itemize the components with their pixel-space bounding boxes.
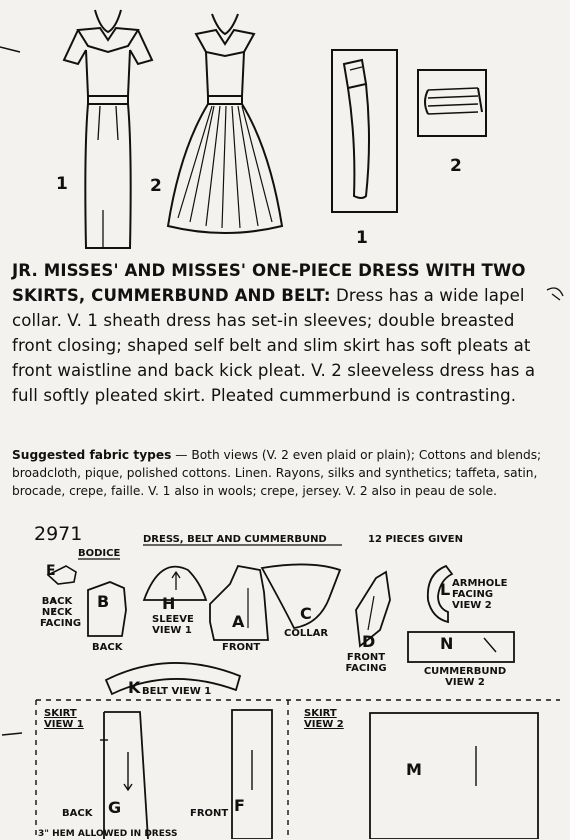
fabric-text: — Both views (V. 2 even plaid or plain); Cottons and blends; broadcloth, pique, polished cottons. Linen. Rayons, silks and synthetics; taffeta, satin, brocade, crepe, faille. V. 1 also in wools; crepe, jersey. V. 2 also in peau de sole. — [12, 448, 542, 498]
piece-K-name: BELT VIEW 1 — [142, 686, 212, 697]
piece-H-letter: H — [162, 594, 176, 613]
skirt-view-2-label: SKIRT VIEW 2 — [304, 708, 344, 730]
dress-view-1-illustration — [64, 10, 152, 248]
piece-D-letter: D — [362, 632, 376, 651]
description-body: Dress has a wide lapel collar. V. 1 sheath dress has set-in sleeves; double breasted front closing; shaped self belt and slim skirt has soft pleats at front waistline and back kick pleat. V. 2 sleeveless dress has a full softly pleated skirt. Pleated cummerbund is contrasting. — [12, 286, 536, 405]
description-title: JR. MISSES' AND MISSES' ONE-PIECE DRESS WITH TWO SKIRTS, CUMMERBUND AND BELT: — [12, 261, 526, 305]
piece-M-letter: M — [406, 760, 422, 779]
cummerbund-view-label: 2 — [450, 156, 462, 176]
piece-B-letter: B — [97, 592, 110, 611]
piece-B-name: BACK — [92, 642, 123, 653]
fabric-suggestions — [12, 446, 562, 500]
dress-view-2-illustration — [168, 14, 282, 233]
piece-H-name: SLEEVE VIEW 1 — [152, 614, 194, 636]
section-title: DRESS, BELT AND CUMMERBUND — [143, 534, 327, 545]
piece-F-name: FRONT — [190, 808, 229, 819]
piece-A-letter: A — [232, 612, 245, 631]
piece-F-letter: F — [234, 796, 245, 815]
fabric-label: Suggested fabric types — [12, 448, 172, 462]
piece-L-name: ARMHOLE FACING VIEW 2 — [452, 578, 508, 611]
pattern-number: 2971 — [34, 523, 83, 545]
piece-E-letter: E — [46, 563, 56, 579]
piece-N-name: CUMMERBUND VIEW 2 — [423, 666, 507, 688]
piece-G-letter: G — [108, 798, 122, 817]
pieces-given: 12 PIECES GIVEN — [368, 534, 463, 545]
piece-E-name: BACK NECK FACING — [40, 596, 82, 629]
belt-view-label: 1 — [356, 228, 368, 248]
skirt-view-1-label: SKIRT VIEW 1 — [44, 708, 84, 730]
piece-L-letter: L — [440, 580, 451, 599]
piece-N-letter: N — [440, 634, 454, 653]
piece-D-name: FRONT FACING — [345, 652, 387, 674]
bodice-label: BODICE — [78, 548, 121, 559]
piece-C-name: COLLAR — [284, 628, 329, 639]
view-2-label: 2 — [150, 176, 162, 196]
piece-A-name: FRONT — [222, 642, 261, 653]
piece-K-letter: K — [128, 678, 141, 697]
belt-view-1-illustration — [332, 50, 397, 212]
pattern-description — [12, 258, 557, 408]
view-1-label: 1 — [56, 174, 68, 194]
cummerbund-view-2-illustration — [418, 70, 486, 136]
piece-G-name: BACK — [62, 808, 93, 819]
piece-C-letter: C — [300, 604, 312, 623]
hem-note: 3" HEM ALLOWED IN DRESS — [38, 829, 178, 839]
